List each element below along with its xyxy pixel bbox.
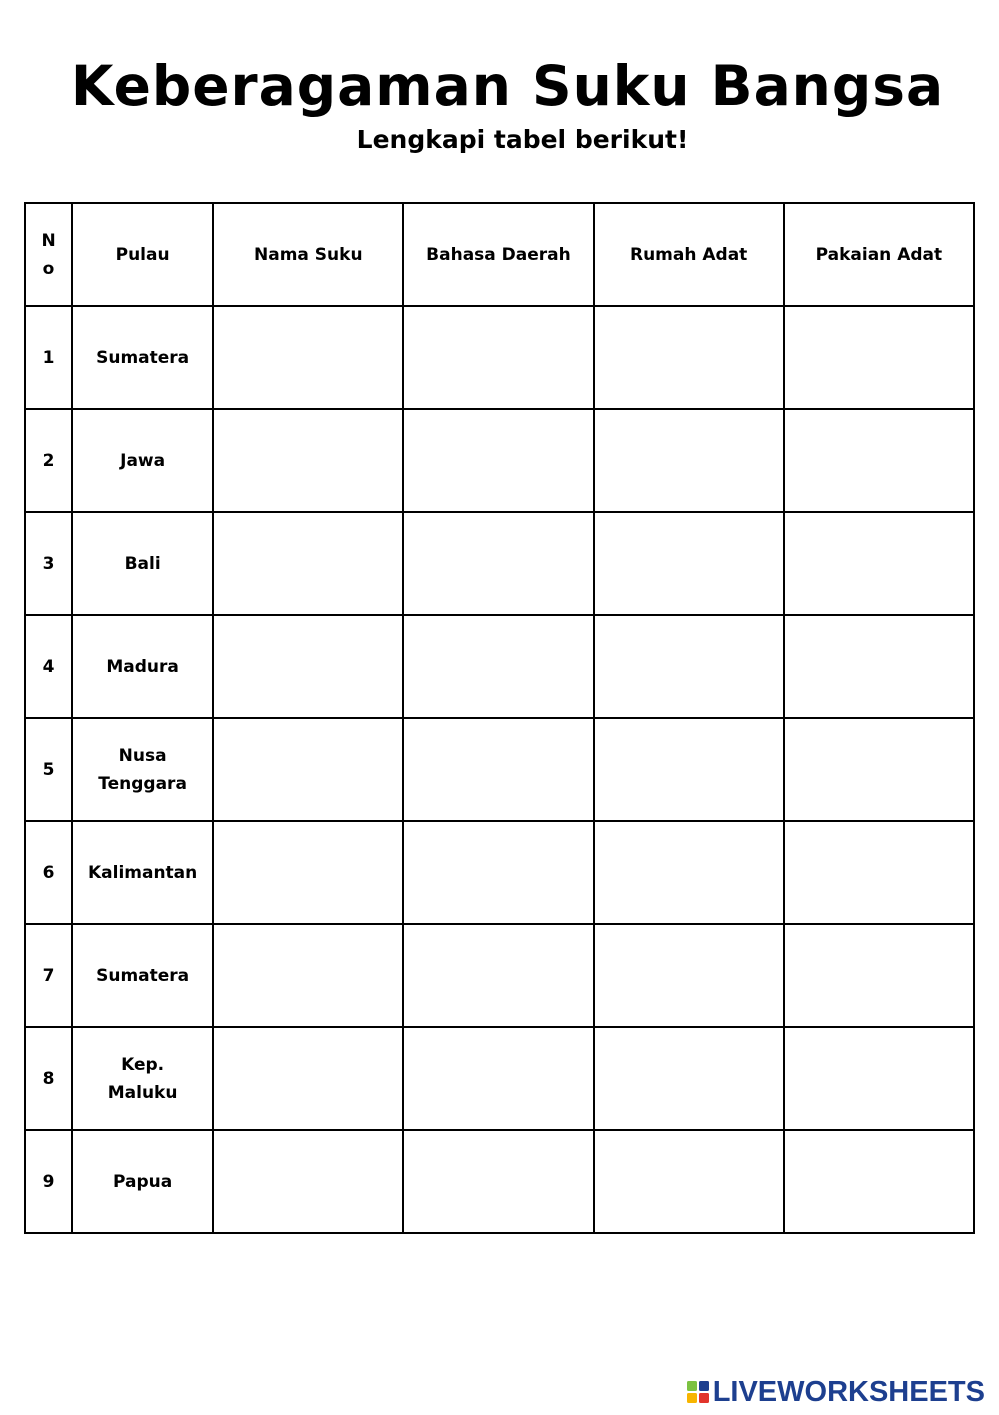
bahasa-daerah-answer[interactable] — [403, 306, 593, 409]
island-name: Nusa Tenggara — [72, 718, 213, 821]
island-name: Bali — [72, 512, 213, 615]
rumah-adat-answer[interactable] — [594, 1027, 784, 1130]
liveworksheets-brand — [687, 1372, 985, 1412]
table-row — [25, 924, 974, 1027]
row-number: 5 — [25, 718, 72, 821]
row-number: 9 — [25, 1130, 72, 1233]
nama-suku-answer[interactable] — [213, 512, 403, 615]
row-number: 3 — [25, 512, 72, 615]
column-header-pulau: Pulau — [72, 203, 213, 306]
rumah-adat-answer[interactable] — [594, 306, 784, 409]
answer-table — [24, 202, 975, 1234]
column-header-pakaian-adat: Pakaian Adat — [784, 203, 974, 306]
pakaian-adat-answer[interactable] — [784, 512, 974, 615]
rumah-adat-answer[interactable] — [594, 512, 784, 615]
column-header-nama-suku: Nama Suku — [213, 203, 403, 306]
row-number: 7 — [25, 924, 72, 1027]
column-header-rumah-adat: Rumah Adat — [594, 203, 784, 306]
table-row — [25, 1027, 974, 1130]
bahasa-daerah-answer[interactable] — [403, 718, 593, 821]
bahasa-daerah-answer[interactable] — [403, 615, 593, 718]
pakaian-adat-answer[interactable] — [784, 1027, 974, 1130]
bahasa-daerah-answer[interactable] — [403, 924, 593, 1027]
rumah-adat-answer[interactable] — [594, 924, 784, 1027]
table-row — [25, 615, 974, 718]
rumah-adat-answer[interactable] — [594, 409, 784, 512]
liveworksheets-wordmark: LIVEWORKSHEETS — [712, 1375, 985, 1408]
row-number: 4 — [25, 615, 72, 718]
rumah-adat-answer[interactable] — [594, 1130, 784, 1233]
column-header-no: No — [25, 203, 72, 306]
nama-suku-answer[interactable] — [213, 306, 403, 409]
island-name: Jawa — [72, 409, 213, 512]
column-header-bahasa-daerah: Bahasa Daerah — [403, 203, 593, 306]
rumah-adat-answer[interactable] — [594, 821, 784, 924]
pakaian-adat-answer[interactable] — [784, 409, 974, 512]
nama-suku-answer[interactable] — [213, 1027, 403, 1130]
row-number: 8 — [25, 1027, 72, 1130]
pakaian-adat-answer[interactable] — [784, 1130, 974, 1233]
table-header-row — [25, 203, 974, 306]
nama-suku-answer[interactable] — [213, 1130, 403, 1233]
worksheet-title: Keberagaman Suku Bangsa — [70, 54, 945, 118]
pakaian-adat-answer[interactable] — [784, 615, 974, 718]
bahasa-daerah-answer[interactable] — [403, 1027, 593, 1130]
island-name: Papua — [72, 1130, 213, 1233]
rumah-adat-answer[interactable] — [594, 615, 784, 718]
pakaian-adat-answer[interactable] — [784, 924, 974, 1027]
island-name: Kalimantan — [72, 821, 213, 924]
nama-suku-answer[interactable] — [213, 924, 403, 1027]
table-row — [25, 1130, 974, 1233]
table-row — [25, 512, 974, 615]
bahasa-daerah-answer[interactable] — [403, 1130, 593, 1233]
nama-suku-answer[interactable] — [213, 409, 403, 512]
bahasa-daerah-answer[interactable] — [403, 409, 593, 512]
bahasa-daerah-answer[interactable] — [403, 512, 593, 615]
pakaian-adat-answer[interactable] — [784, 821, 974, 924]
table-row — [25, 409, 974, 512]
bahasa-daerah-answer[interactable] — [403, 821, 593, 924]
pakaian-adat-answer[interactable] — [784, 718, 974, 821]
row-number: 2 — [25, 409, 72, 512]
island-name: Sumatera — [72, 924, 213, 1027]
table-row — [25, 821, 974, 924]
rumah-adat-answer[interactable] — [594, 718, 784, 821]
nama-suku-answer[interactable] — [213, 821, 403, 924]
pakaian-adat-answer[interactable] — [784, 306, 974, 409]
row-number: 1 — [25, 306, 72, 409]
nama-suku-answer[interactable] — [213, 718, 403, 821]
liveworksheets-logo-icon — [687, 1381, 709, 1403]
worksheet-instruction: Lengkapi tabel berikut! — [356, 125, 689, 154]
table-row — [25, 718, 974, 821]
nama-suku-answer[interactable] — [213, 615, 403, 718]
island-name: Sumatera — [72, 306, 213, 409]
island-name: Kep. Maluku — [72, 1027, 213, 1130]
table-row — [25, 306, 974, 409]
row-number: 6 — [25, 821, 72, 924]
island-name: Madura — [72, 615, 213, 718]
